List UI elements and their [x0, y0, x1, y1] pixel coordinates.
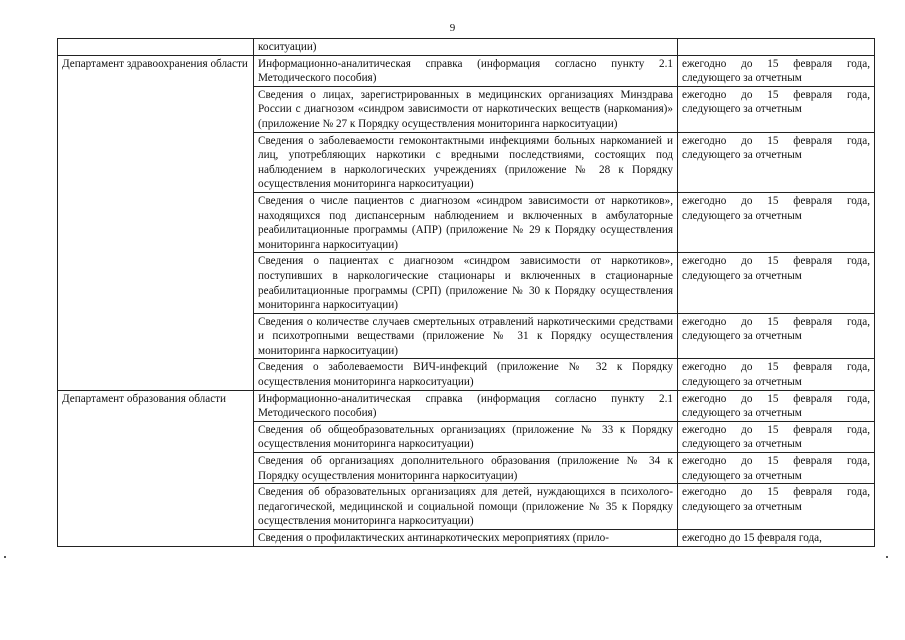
dept-cell: Департамент здравоохранения области — [58, 55, 254, 390]
dept-cell: Департамент образования области — [58, 390, 254, 546]
table-row — [58, 390, 875, 421]
deadline-cell: ежегодно до 15 февраля года, следующего за отчетным — [678, 390, 875, 421]
monitoring-table — [57, 38, 875, 547]
info-cell: Сведения об образовательных организациях для детей, нуждающихся в психолого-педагогической, медицинской и социальной помощи (приложение № 35 к Порядку осуществления мониторинга наркоситуации) — [254, 484, 678, 530]
table-row — [58, 39, 875, 56]
scan-speck — [886, 556, 888, 558]
deadline-cell: ежегодно до 15 февраля года, следующего за отчетным — [678, 132, 875, 192]
info-cell: Сведения о количестве случаев смертельных отравлений наркотическими средствами и психотропными веществами (приложение № 31 к Порядку осуществления мониторинга наркоситуации) — [254, 313, 678, 359]
info-cell: коситуации) — [254, 39, 678, 56]
info-cell: Информационно-аналитическая справка (информация согласно пункту 2.1 Методического пособия) — [254, 390, 678, 421]
info-cell: Сведения о лицах, зарегистрированных в медицинских организациях Минздрава России с диагнозом «синдром зависимости от наркотических веществ (наркомания)» (приложение № 27 к Порядку осуществления мониторинга наркоситуации) — [254, 86, 678, 132]
deadline-cell: ежегодно до 15 февраля года, следующего за отчетным — [678, 484, 875, 530]
table-row — [58, 55, 875, 86]
deadline-cell: ежегодно до 15 февраля года, следующего за отчетным — [678, 55, 875, 86]
deadline-cell: ежегодно до 15 февраля года, следующего за отчетным — [678, 86, 875, 132]
dept-cell — [58, 39, 254, 56]
deadline-cell: ежегодно до 15 февраля года, — [678, 530, 875, 547]
info-cell: Сведения об общеобразовательных организациях (приложение № 33 к Порядку осуществления мониторинга наркоситуации) — [254, 421, 678, 452]
scan-speck — [4, 556, 6, 558]
deadline-cell: ежегодно до 15 февраля года, следующего за отчетным — [678, 359, 875, 390]
info-cell: Сведения об организациях дополнительного образования (приложение № 34 к Порядку осуществления мониторинга наркоситуации) — [254, 453, 678, 484]
deadline-cell: ежегодно до 15 февраля года, следующего за отчетным — [678, 313, 875, 359]
info-cell: Сведения о заболеваемости гемоконтактными инфекциями больных наркоманией и лиц, употребляющих наркотики с вредными последствиями, состоящих под наблюдением в наркологических учреждениях (приложение № 28 к Порядку осуществления мониторинга наркоситуации) — [254, 132, 678, 192]
deadline-cell: ежегодно до 15 февраля года, следующего за отчетным — [678, 192, 875, 252]
info-cell: Сведения о заболеваемости ВИЧ-инфекций (приложение № 32 к Порядку осуществления мониторинга наркоситуации) — [254, 359, 678, 390]
deadline-cell — [678, 39, 875, 56]
deadline-cell: ежегодно до 15 февраля года, следующего за отчетным — [678, 421, 875, 452]
deadline-cell: ежегодно до 15 февраля года, следующего за отчетным — [678, 253, 875, 313]
info-cell: Сведения о числе пациентов с диагнозом «синдром зависимости от наркотиков», находящихся под диспансерным наблюдением и включенных в амбулаторные реабилитационные программы (АПР) (приложение № 29 к Порядку осуществления мониторинга наркоситуации) — [254, 192, 678, 252]
info-cell: Информационно-аналитическая справка (информация согласно пункту 2.1 Методического пособия) — [254, 55, 678, 86]
info-cell: Сведения о пациентах с диагнозом «синдром зависимости от наркотиков», поступивших в наркологические стационары и включенных в стационарные реабилитационные программы (СРП) (приложение № 30 к Порядку осуществления мониторинга наркоситуации) — [254, 253, 678, 313]
deadline-cell: ежегодно до 15 февраля года, следующего за отчетным — [678, 453, 875, 484]
page-number: 9 — [449, 22, 456, 34]
info-cell: Сведения о профилактических антинаркотических мероприятиях (прило- — [254, 530, 678, 547]
